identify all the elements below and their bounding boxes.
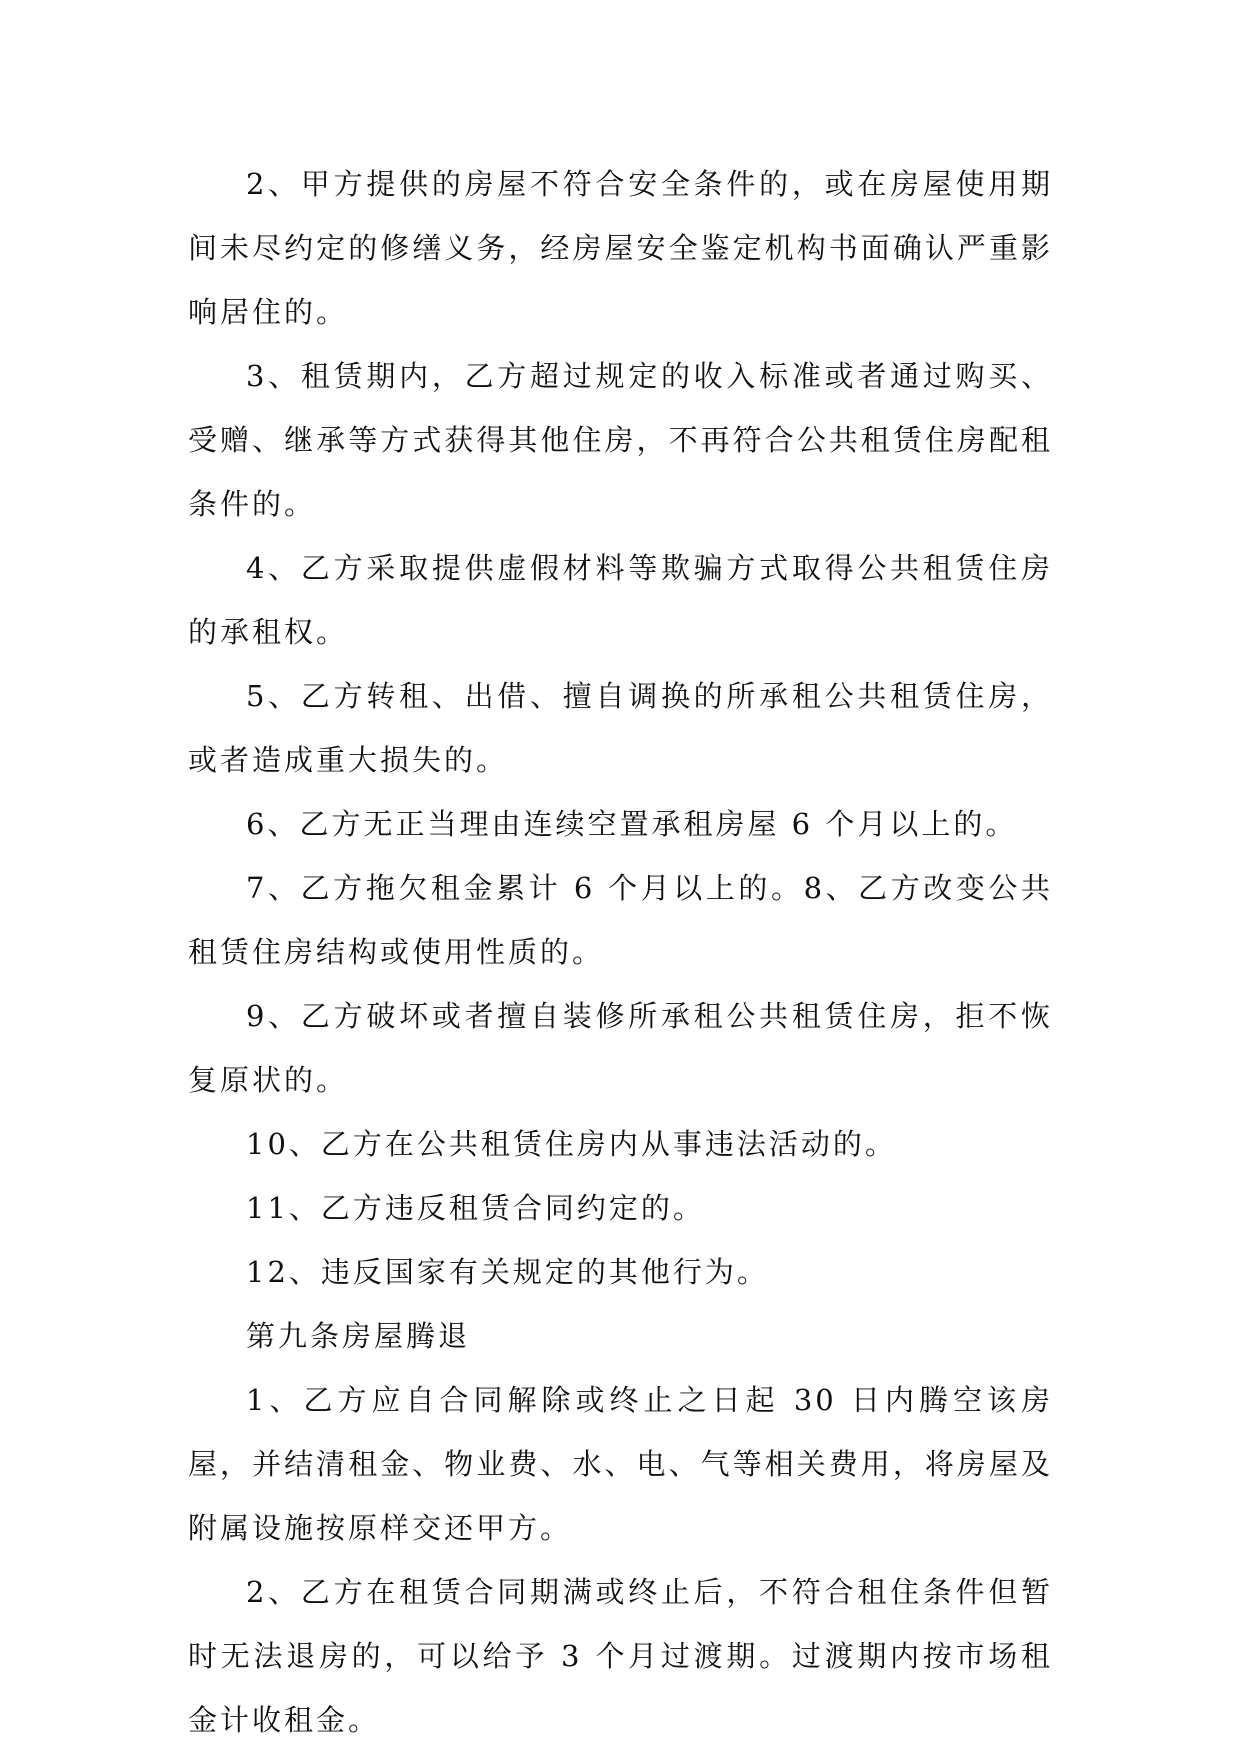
- document-body: [188, 152, 1053, 1752]
- paragraph-clause-2: 2、甲方提供的房屋不符合安全条件的，或在房屋使用期间未尽约定的修缮义务，经房屋安全鉴定机构书面确认严重影响居住的。: [188, 167, 1053, 329]
- paragraph-clause-6: 6、乙方无正当理由连续空置承租房屋 6 个月以上的。: [246, 807, 1018, 841]
- paragraph-clause-3: 3、租赁期内，乙方超过规定的收入标准或者通过购买、受赠、继承等方式获得其他住房，不再符合公共租赁住房配租条件的。: [188, 359, 1053, 521]
- paragraph-vacate-2: 2、乙方在租赁合同期满或终止后，不符合租住条件但暂时无法退房的，可以给予 3 个月过渡期。过渡期内按市场租金计收租金。: [188, 1575, 1053, 1737]
- paragraph-clause-12: 12、违反国家有关规定的其他行为。: [246, 1255, 769, 1289]
- paragraph-vacate-1: 1、乙方应自合同解除或终止之日起 30 日内腾空该房屋，并结清租金、物业费、水、电、气等相关费用，将房屋及附属设施按原样交还甲方。: [188, 1383, 1053, 1545]
- paragraph-clause-9: 9、乙方破坏或者擅自装修所承租公共租赁住房，拒不恢复原状的。: [188, 999, 1053, 1097]
- paragraph-clause-11: 11、乙方违反租赁合同约定的。: [246, 1191, 705, 1225]
- paragraph-clause-10: 10、乙方在公共租赁住房内从事违法活动的。: [246, 1127, 897, 1161]
- section-heading-article-9: 第九条房屋腾退: [246, 1319, 471, 1353]
- paragraph-clause-4: 4、乙方采取提供虚假材料等欺骗方式取得公共租赁住房的承租权。: [188, 551, 1053, 649]
- paragraph-clause-5: 5、乙方转租、出借、擅自调换的所承租公共租赁住房，或者造成重大损失的。: [188, 679, 1053, 777]
- paragraph-clause-7-8: 7、乙方拖欠租金累计 6 个月以上的。8、乙方改变公共租赁住房结构或使用性质的。: [188, 871, 1053, 969]
